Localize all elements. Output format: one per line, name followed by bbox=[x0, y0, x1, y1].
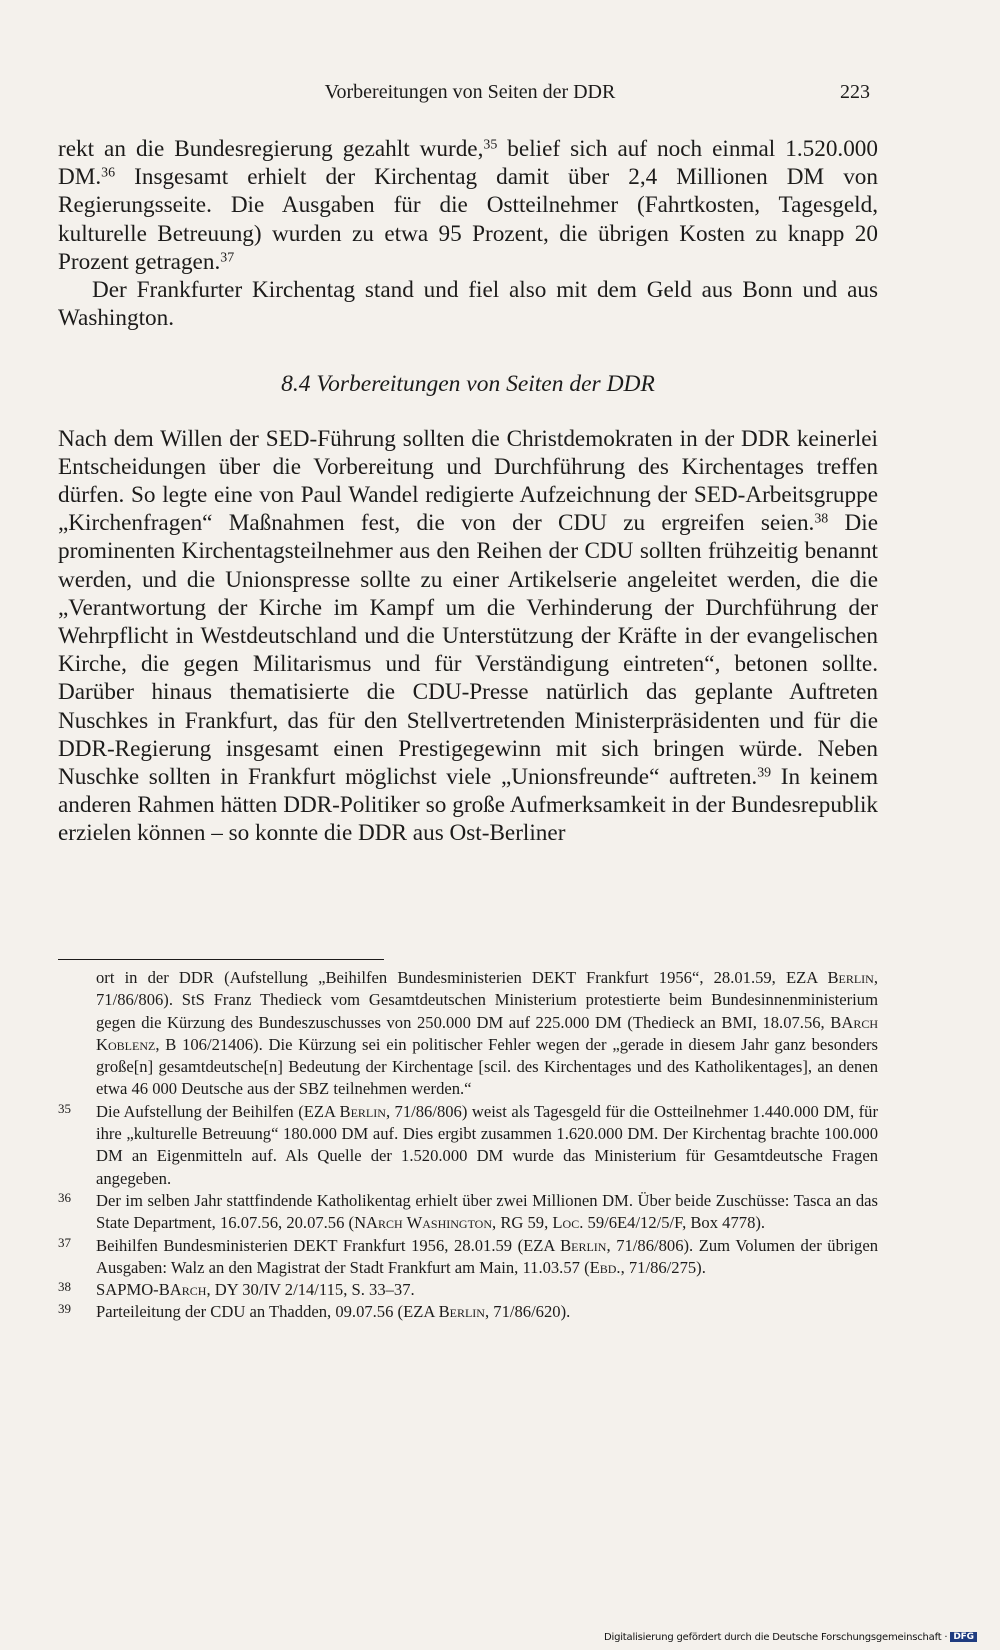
credit-text: Digitalisierung gefördert durch die Deutsche Forschungsgemeinschaft · bbox=[604, 1632, 948, 1643]
small-caps-text: Berlin bbox=[827, 968, 874, 987]
text-span: Der im selben Jahr stattfindende Katholikentag erhielt über zwei Millionen DM. Über beide Zuschüsse: Tasca an das State Department, 16.07.56, 20.07.56 (NA bbox=[96, 1190, 878, 1233]
text-span: rekt an die Bundesregierung gezahlt wurde, bbox=[58, 136, 484, 162]
footnote-39 bbox=[58, 1301, 878, 1323]
text-span: Parteileitung der CDU an Thadden, 09.07.56 (EZA bbox=[96, 1302, 439, 1322]
small-caps-text: Berlin bbox=[560, 1235, 607, 1255]
text-span: Nach dem Willen der SED-Führung sollten die Christdemokraten in der DDR keinerlei Entscheidungen über die Vorbereitung und Durchführung des Kirchentages treffen dürfen. So legte eine von Paul Wandel redigierte Aufzeichnung der SED-Arbeitsgruppe „Kirchenfragen“ Maßnahmen fest, die von der CDU zu ergreifen seien. bbox=[58, 425, 878, 537]
text-span: , 71/86/806). Zum Volumen der übrigen Ausgaben: Walz an den Magistrat der Stadt Frankfurt am Main, 11.03.57 ( bbox=[96, 1235, 878, 1277]
text-span: , RG 59, bbox=[492, 1213, 553, 1233]
text-span: Insgesamt erhielt der Kirchentag damit über 2,4 Millionen DM von Regierungsseite. Die Ausgaben für die Ostteilnehmer (Fahrtkosten, Tagesgeld, kulturelle Betreuung) wurden zu etwa 95 Prozent, die übrigen Kosten zu knapp 20 Prozent getragen. bbox=[58, 164, 878, 275]
footnote-number: 37 bbox=[58, 1234, 71, 1250]
paragraph-1 bbox=[58, 135, 878, 276]
text-span: In keinem anderen Rahmen hätten DDR-Politiker so große Aufmerksamkeit in der Bundesrepublik erzielen können – so konnte die DDR aus Ost-Berliner bbox=[58, 764, 878, 847]
footnote-ref-35: 35 bbox=[483, 137, 498, 153]
main-text bbox=[58, 135, 878, 848]
running-head: Vorbereitungen von Seiten der DDR bbox=[324, 81, 616, 103]
page-header bbox=[0, 77, 1000, 111]
footnote-ref-36: 36 bbox=[101, 165, 116, 181]
text-span: . 59/6E4/12/5/F, Box 4778). bbox=[579, 1213, 766, 1233]
footnote-ref-39: 39 bbox=[757, 765, 772, 781]
footnote-37 bbox=[58, 1235, 878, 1280]
text-span: , B 106/21406). Die Kürzung sei ein politischer Fehler wegen der „gerade in diesem Jahr ganz besonders große[n] gesamtdeutsche[n] Bedeutung der Kirchentage [scil. des Kirchentages und des Katholikentages], an denen etwa 46 000 Deutsche aus der SBZ teilnehmen werden.“ bbox=[96, 1034, 878, 1099]
text-span: Die prominenten Kirchentagsteilnehmer aus den Reihen der CDU sollten frühzeitig benannt werden, und die Unionspresse sollte zu einer Artikelserie angeleitet werden, die die „Verantwortung der Kirche im Kampf um die Verhinderung der Durchführung der Wehrpflicht in Westdeutschland und die Unterstützung der Kräfte in der evangelischen Kirche, die gegen Militarismus und für Verständigung eintreten“, betonen sollte. Darüber hinaus thematisierte die CDU-Presse natürlich das geplante Auftreten Nuschkes in Frankfurt, das für den Stellvertretenden Ministerpräsidenten und für die DDR-Regierung insgesamt einen Prestigegewinn mit sich bringen würde. Neben Nuschke sollten in Frankfurt möglichst viele „Unionsfreunde“ auftreten. bbox=[58, 510, 878, 791]
text-span: , 71/86/806) weist als Tagesgeld für die Ostteilnehmer 1.440.000 DM, für ihre „kulturelle Betreuung“ 180.000 DM auf. Dies ergibt zusammen 1.620.000 DM. Der Kirchentag brachte 100.000 DM an Eigenmitteln auf. Als Quelle der 1.520.000 DM wurde das Ministerium für Gesamtdeutsche Fragen angegeben. bbox=[96, 1101, 878, 1188]
footnote-35 bbox=[58, 1101, 878, 1190]
text-span: Die Aufstellung der Beihilfen (EZA bbox=[96, 1101, 340, 1121]
small-caps-text: Berlin bbox=[339, 1101, 386, 1121]
footnote-divider bbox=[58, 959, 384, 960]
text-span: ., 71/86/275). bbox=[616, 1257, 706, 1277]
small-caps-text: rch Washington bbox=[378, 1213, 493, 1233]
text-span: SAPMO-BA bbox=[96, 1280, 182, 1300]
small-caps-text: Ebd bbox=[589, 1257, 617, 1277]
text-span: belief sich auf noch einmal 1.520.000 DM. bbox=[58, 136, 878, 191]
section-heading: 8.4 Vorbereitungen von Seiten der DDR bbox=[281, 371, 655, 398]
text-span: , DY 30/IV 2/14/115, S. 33–37. bbox=[206, 1280, 415, 1300]
footnote-ref-38: 38 bbox=[814, 511, 829, 527]
footnote-number: 39 bbox=[58, 1301, 71, 1317]
digitization-credit bbox=[604, 1632, 977, 1643]
footnote-ref-37: 37 bbox=[220, 250, 235, 266]
footnote-number: 36 bbox=[58, 1189, 71, 1205]
footnote-number: 35 bbox=[58, 1100, 71, 1116]
paragraph-2: Der Frankfurter Kirchentag stand und fiel also mit dem Geld aus Bonn und aus Washington. bbox=[58, 277, 878, 332]
dfg-logo: DFG bbox=[950, 1632, 976, 1642]
text-span: ort in der DDR (Aufstellung „Beihilfen Bundesministerien DEKT Frankfurt 1956“, 28.01.59, EZA bbox=[96, 968, 828, 987]
small-caps-text: Loc bbox=[552, 1213, 580, 1233]
footnote-number: 38 bbox=[58, 1279, 71, 1295]
text-span: , 71/86/806). StS Franz Thedieck vom Gesamtdeutschen Ministerium protestierte beim Bundesinnenministerium gegen die Kürzung des Bundeszuschusses von 250.000 DM auf 225.000 DM (Thedieck an BMI, 18.07.56, BA bbox=[96, 968, 878, 1032]
text-span: Beihilfen Bundesministerien DEKT Frankfurt 1956, 28.01.59 (EZA bbox=[96, 1235, 561, 1255]
footnote-continued bbox=[58, 967, 878, 1101]
footnotes bbox=[58, 967, 878, 1324]
text-span: , 71/86/620). bbox=[484, 1302, 571, 1322]
footnote-38 bbox=[58, 1279, 878, 1301]
footnote-36 bbox=[58, 1190, 878, 1235]
small-caps-text: rch bbox=[181, 1280, 207, 1300]
small-caps-text: rch Koblenz bbox=[96, 1012, 878, 1054]
small-caps-text: Berlin bbox=[438, 1302, 485, 1322]
paragraph-3 bbox=[58, 425, 878, 848]
page-number: 223 bbox=[840, 81, 870, 103]
